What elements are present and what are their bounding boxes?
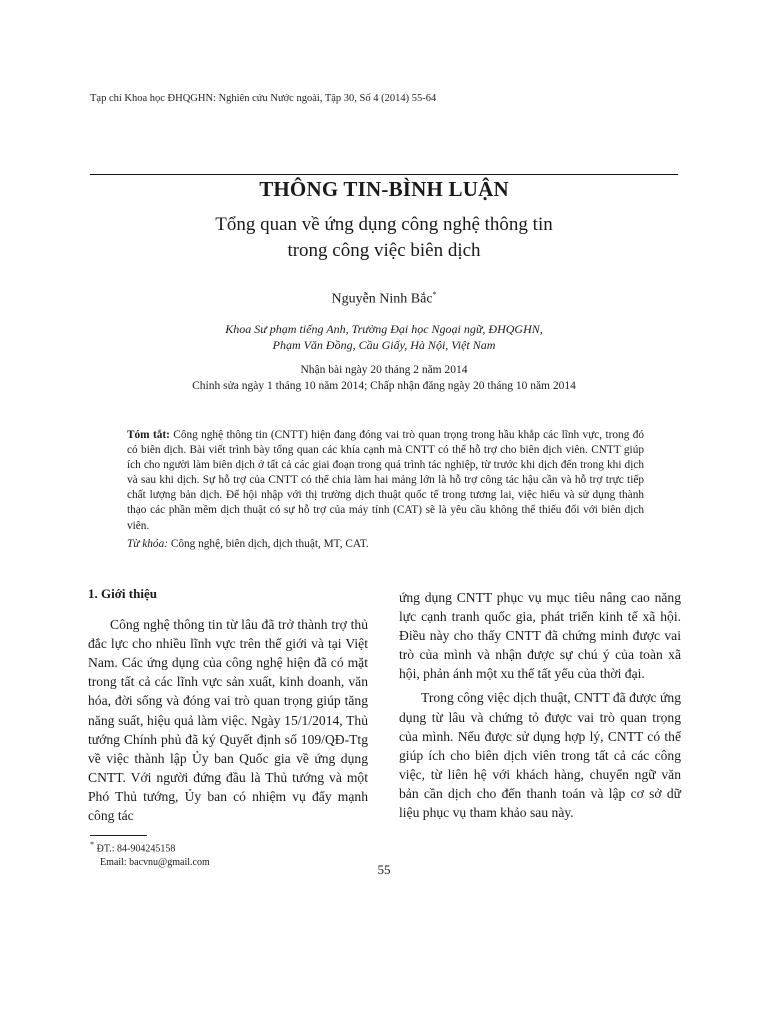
journal-header: Tạp chí Khoa học ĐHQGHN: Nghiên cứu Nước ngoài, Tập 30, Số 4 (2014) 55-64 — [90, 93, 437, 104]
author — [90, 290, 678, 308]
abstract-label: Tóm tắt: — [127, 429, 170, 441]
title-line-2: trong công việc biên dịch — [287, 240, 481, 261]
section-title: 1. Giới thiệu — [88, 586, 157, 601]
left-column — [88, 584, 368, 825]
section-heading: THÔNG TIN-BÌNH LUẬN — [259, 177, 509, 201]
keywords-text: Công nghệ, biên dịch, dịch thuật, MT, CAT. — [170, 538, 369, 550]
affiliation-line-1: Khoa Sư phạm tiếng Anh, Trường Đại học Ngoại ngữ, ĐHQGHN, — [225, 322, 543, 336]
abstract-text: Công nghệ thông tin (CNTT) hiện đang đóng vai trò quan trọng trong hầu khắp các lĩnh vực, trong đó có biên dịch. Bài viết trình bày tổng quan các khía cạnh mà CNTT có thể hỗ trợ cho biên dịch viên. CNTT giúp ích cho người làm biên dịch ở tất cả các giai đoạn trong quá trình tác nghiệp, từ trước khi dịch đến trong khi dịch và sau khi dịch. Sự hỗ trợ của CNTT có thể chia làm hai mảng lớn là hỗ trợ công tác hậu cần và hỗ trợ trực tiếp chất lượng bản dịch. Để hội nhập với thị trường dịch thuật quốc tế trong tương lai, việc hiểu và sử dụng thành thạo các phần mềm dịch thuật có sự hỗ trợ của máy tính (CAT) sẽ là yêu cầu không thể thiếu đối với biên dịch viên. — [127, 429, 645, 532]
footnote-phone: ĐT.: 84-904245158 — [96, 843, 176, 855]
body-paragraph-continuation: ứng dụng CNTT phục vụ mục tiêu nâng cao năng lực cạnh tranh quốc gia, phát triển kinh tế xã hội. Điều này cho thấy CNTT đã chứng minh được vai trò của mình và nhận được sự chú ý của toàn xã hội, phản ánh một xu thế tất yếu của thời đại. — [399, 590, 681, 682]
body-paragraph: Trong công việc dịch thuật, CNTT đã được ứng dụng từ lâu và chứng tỏ được vai trò quan trọng của mình. Nếu được sử dụng hợp lý, CNTT có thể giúp ích cho biên dịch viên trong tất cả các công việc, từ liên hệ với khách hàng, chuyển ngữ văn bản cần dịch cho đến thanh toán và lập cơ sở dữ liệu phục vụ tham khảo sau này. — [399, 690, 681, 821]
affiliation — [90, 321, 678, 353]
abstract — [127, 428, 644, 534]
right-column — [399, 588, 681, 822]
footnote-email: Email: bacvnu@gmail.com — [100, 857, 210, 869]
header-rule — [90, 174, 678, 175]
revised-accepted-date: Chỉnh sửa ngày 1 tháng 10 năm 2014; Chấp nhận đăng ngày 20 tháng 10 năm 2014 — [192, 380, 576, 392]
title-line-1: Tổng quan về ứng dụng công nghệ thông tin — [215, 214, 553, 235]
author-name: Nguyễn Ninh Bắc — [331, 291, 433, 307]
keywords-label: Từ khóa: — [127, 538, 168, 550]
page-number: 55 — [377, 862, 391, 877]
article-dates — [90, 362, 678, 394]
author-footnote-mark: * — [432, 290, 437, 299]
keywords — [127, 537, 644, 552]
article-title — [90, 212, 678, 264]
footnote-rule — [90, 835, 147, 836]
affiliation-line-2: Phạm Văn Đồng, Cầu Giấy, Hà Nội, Việt Nam — [272, 338, 496, 352]
body-paragraph: Công nghệ thông tin từ lâu đã trở thành trợ thủ đắc lực cho nhiều lĩnh vực trên thế giới và tại Việt Nam. Các ứng dụng của công nghệ hiện đã có mặt trong tất cả các lĩnh vực sản xuất, kinh doanh, văn hóa, đời sống và đóng vai trò quan trọng giúp tăng năng suất, hiệu quả làm việc. Ngày 15/1/2014, Thủ tướng Chính phủ đã ký Quyết định số 109/QĐ-Ttg về việc thành lập Ủy ban Quốc gia về ứng dụng CNTT. Với người đứng đầu là Thủ tướng và một Phó Thủ tướng, Ủy ban có nhiệm vụ đẩy mạnh công tác — [88, 617, 368, 824]
received-date: Nhận bài ngày 20 tháng 2 năm 2014 — [300, 364, 468, 376]
footnote-mark: * — [90, 840, 95, 849]
